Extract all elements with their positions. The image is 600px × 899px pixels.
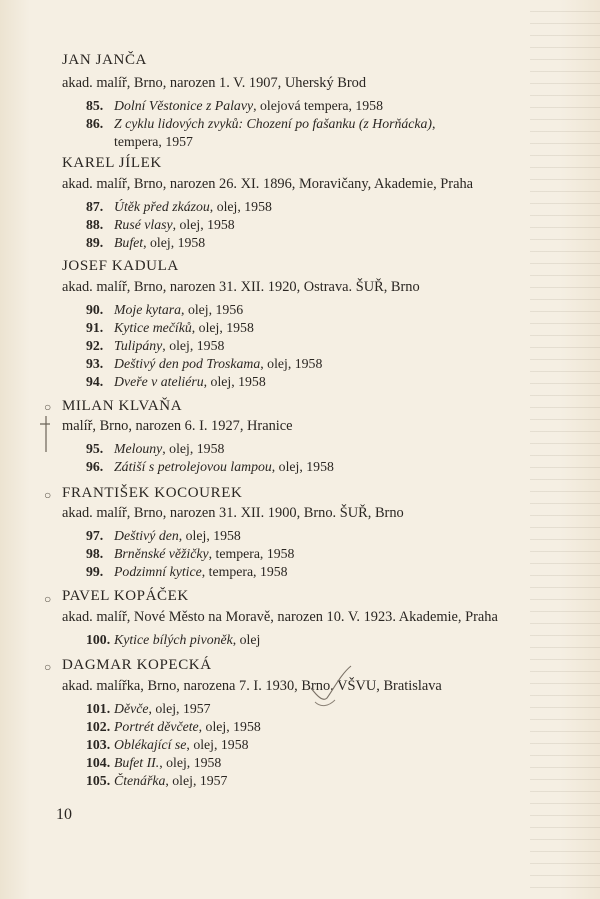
artist-name: PAVEL KOPÁČEK bbox=[62, 588, 189, 604]
artist-name: DAGMAR KOPECKÁ bbox=[62, 657, 212, 673]
work-number: 105. bbox=[86, 773, 111, 788]
work-number: 91. bbox=[86, 320, 104, 335]
work-number: 89. bbox=[86, 235, 104, 250]
work-number: 97. bbox=[86, 528, 104, 543]
work-item bbox=[86, 116, 435, 132]
work-details: , olej, 1957 bbox=[148, 701, 211, 716]
page-number: 10 bbox=[56, 806, 72, 823]
pencil-check-mark bbox=[305, 662, 355, 712]
show-through-text bbox=[530, 0, 600, 899]
work-details: , olejová tempera, 1958 bbox=[253, 98, 383, 113]
work-number: 100. bbox=[86, 632, 111, 647]
work-item bbox=[86, 235, 205, 251]
work-number: 103. bbox=[86, 737, 111, 752]
work-details: , olej, 1958 bbox=[172, 217, 235, 232]
work-title: Brněnské věžičky bbox=[114, 546, 209, 561]
work-item bbox=[86, 546, 294, 562]
artist-name: JOSEF KADULA bbox=[62, 258, 179, 274]
work-item bbox=[86, 320, 254, 336]
work-title: Podzimní kytice bbox=[114, 564, 202, 579]
work-title: Portrét děvčete bbox=[114, 719, 199, 734]
artist-name: JAN JANČA bbox=[62, 52, 147, 68]
work-item bbox=[86, 441, 224, 457]
work-title: Rusé vlasy bbox=[114, 217, 173, 232]
work-title: Kytice mečíků bbox=[114, 320, 192, 335]
work-title: Z cyklu lidových zvyků: Chození po fašanku (z Horňácka) bbox=[114, 116, 433, 131]
work-title: Deštivý den pod Troskama bbox=[114, 356, 261, 371]
work-details: , olej, 1958 bbox=[178, 528, 241, 543]
artist-info: akad. malíř, Brno, narozen 1. V. 1907, Uherský Brod bbox=[62, 75, 367, 91]
work-details: , tempera, 1958 bbox=[208, 546, 295, 561]
work-item bbox=[86, 701, 211, 717]
work-number: 92. bbox=[86, 338, 104, 353]
work-details: , olej, 1958 bbox=[162, 441, 225, 456]
work-item bbox=[86, 302, 243, 318]
pencil-bracket-mark bbox=[36, 414, 54, 454]
work-item bbox=[86, 356, 322, 372]
work-item bbox=[86, 374, 266, 390]
work-number: 85. bbox=[86, 98, 104, 113]
pencil-circle-mark: ○ bbox=[44, 660, 52, 674]
work-number: 96. bbox=[86, 459, 104, 474]
work-title: Bufet II. bbox=[114, 755, 160, 770]
pencil-circle-mark: ○ bbox=[44, 400, 52, 414]
work-details: tempera, 1957 bbox=[114, 134, 193, 149]
work-number: 88. bbox=[86, 217, 104, 232]
work-number: 87. bbox=[86, 199, 104, 214]
work-item bbox=[86, 737, 249, 753]
work-title: Tulipány bbox=[114, 338, 163, 353]
work-details: , olej, 1958 bbox=[209, 199, 272, 214]
work-number: 94. bbox=[86, 374, 104, 389]
work-title: Děvče bbox=[114, 701, 149, 716]
work-title: Dolní Věstonice z Palavy bbox=[114, 98, 254, 113]
artist-info: malíř, Brno, narozen 6. I. 1927, Hranice bbox=[62, 418, 293, 434]
work-number: 98. bbox=[86, 546, 104, 561]
work-item bbox=[86, 773, 227, 789]
work-details: , bbox=[432, 116, 436, 131]
work-details: , olej, 1958 bbox=[260, 356, 323, 371]
work-details: , olej, 1958 bbox=[191, 320, 254, 335]
work-number: 86. bbox=[86, 116, 104, 131]
work-number: 95. bbox=[86, 441, 104, 456]
work-details: , olej, 1957 bbox=[165, 773, 228, 788]
work-title: Útěk před zkázou bbox=[114, 199, 210, 214]
work-item bbox=[86, 632, 260, 648]
work-details: , tempera, 1958 bbox=[201, 564, 288, 579]
work-item bbox=[86, 719, 261, 735]
artist-info: akad. malíř, Brno, narozen 31. XII. 1900, Brno. ŠUŘ, Brno bbox=[62, 505, 404, 521]
artist-name: FRANTIŠEK KOCOUREK bbox=[62, 485, 243, 501]
work-title: Kytice bílých pivoněk bbox=[114, 632, 233, 647]
work-number: 99. bbox=[86, 564, 104, 579]
work-number: 102. bbox=[86, 719, 111, 734]
work-number: 90. bbox=[86, 302, 104, 317]
work-number: 93. bbox=[86, 356, 104, 371]
work-item bbox=[86, 217, 235, 233]
work-title: Čtenářka bbox=[114, 773, 166, 788]
work-title: Deštivý den bbox=[114, 528, 179, 543]
artist-info: akad. malířka, Brno, narozena 7. I. 1930, Brno. VŠVU, Bratislava bbox=[62, 678, 442, 694]
work-details: , olej, 1958 bbox=[162, 338, 225, 353]
work-details: , olej bbox=[232, 632, 261, 647]
artist-name: MILAN KLVAŇA bbox=[62, 398, 183, 414]
work-title: Oblékající se bbox=[114, 737, 187, 752]
work-title: Moje kytara bbox=[114, 302, 182, 317]
work-details: , olej, 1958 bbox=[143, 235, 206, 250]
work-item bbox=[86, 459, 334, 475]
work-item bbox=[86, 338, 224, 354]
work-title: Zátiší s petrolejovou lampou bbox=[114, 459, 272, 474]
pencil-circle-mark: ○ bbox=[44, 592, 52, 606]
artist-info: akad. malíř, Brno, narozen 26. XI. 1896, Moravičany, Akademie, Praha bbox=[62, 176, 474, 192]
work-number: 101. bbox=[86, 701, 111, 716]
work-item bbox=[86, 199, 272, 215]
artist-info: akad. malíř, Nové Město na Moravě, narozen 10. V. 1923. Akademie, Praha bbox=[62, 609, 498, 625]
artist-name: KAREL JÍLEK bbox=[62, 155, 162, 171]
pencil-circle-mark: ○ bbox=[44, 488, 52, 502]
work-item bbox=[86, 528, 241, 544]
work-details: , olej, 1958 bbox=[198, 719, 261, 734]
work-details: , olej, 1958 bbox=[159, 755, 222, 770]
work-item-continuation bbox=[114, 134, 193, 150]
work-title: Dveře v ateliéru bbox=[114, 374, 204, 389]
work-item bbox=[86, 564, 288, 580]
work-details: , olej, 1956 bbox=[181, 302, 244, 317]
work-title: Bufet bbox=[114, 235, 144, 250]
work-details: , olej, 1958 bbox=[186, 737, 249, 752]
work-item bbox=[86, 98, 383, 114]
work-details: , olej, 1958 bbox=[271, 459, 334, 474]
work-item bbox=[86, 755, 221, 771]
artist-info: akad. malíř, Brno, narozen 31. XII. 1920, Ostrava. ŠUŘ, Brno bbox=[62, 279, 420, 295]
work-details: , olej, 1958 bbox=[203, 374, 266, 389]
work-number: 104. bbox=[86, 755, 111, 770]
work-title: Melouny bbox=[114, 441, 163, 456]
